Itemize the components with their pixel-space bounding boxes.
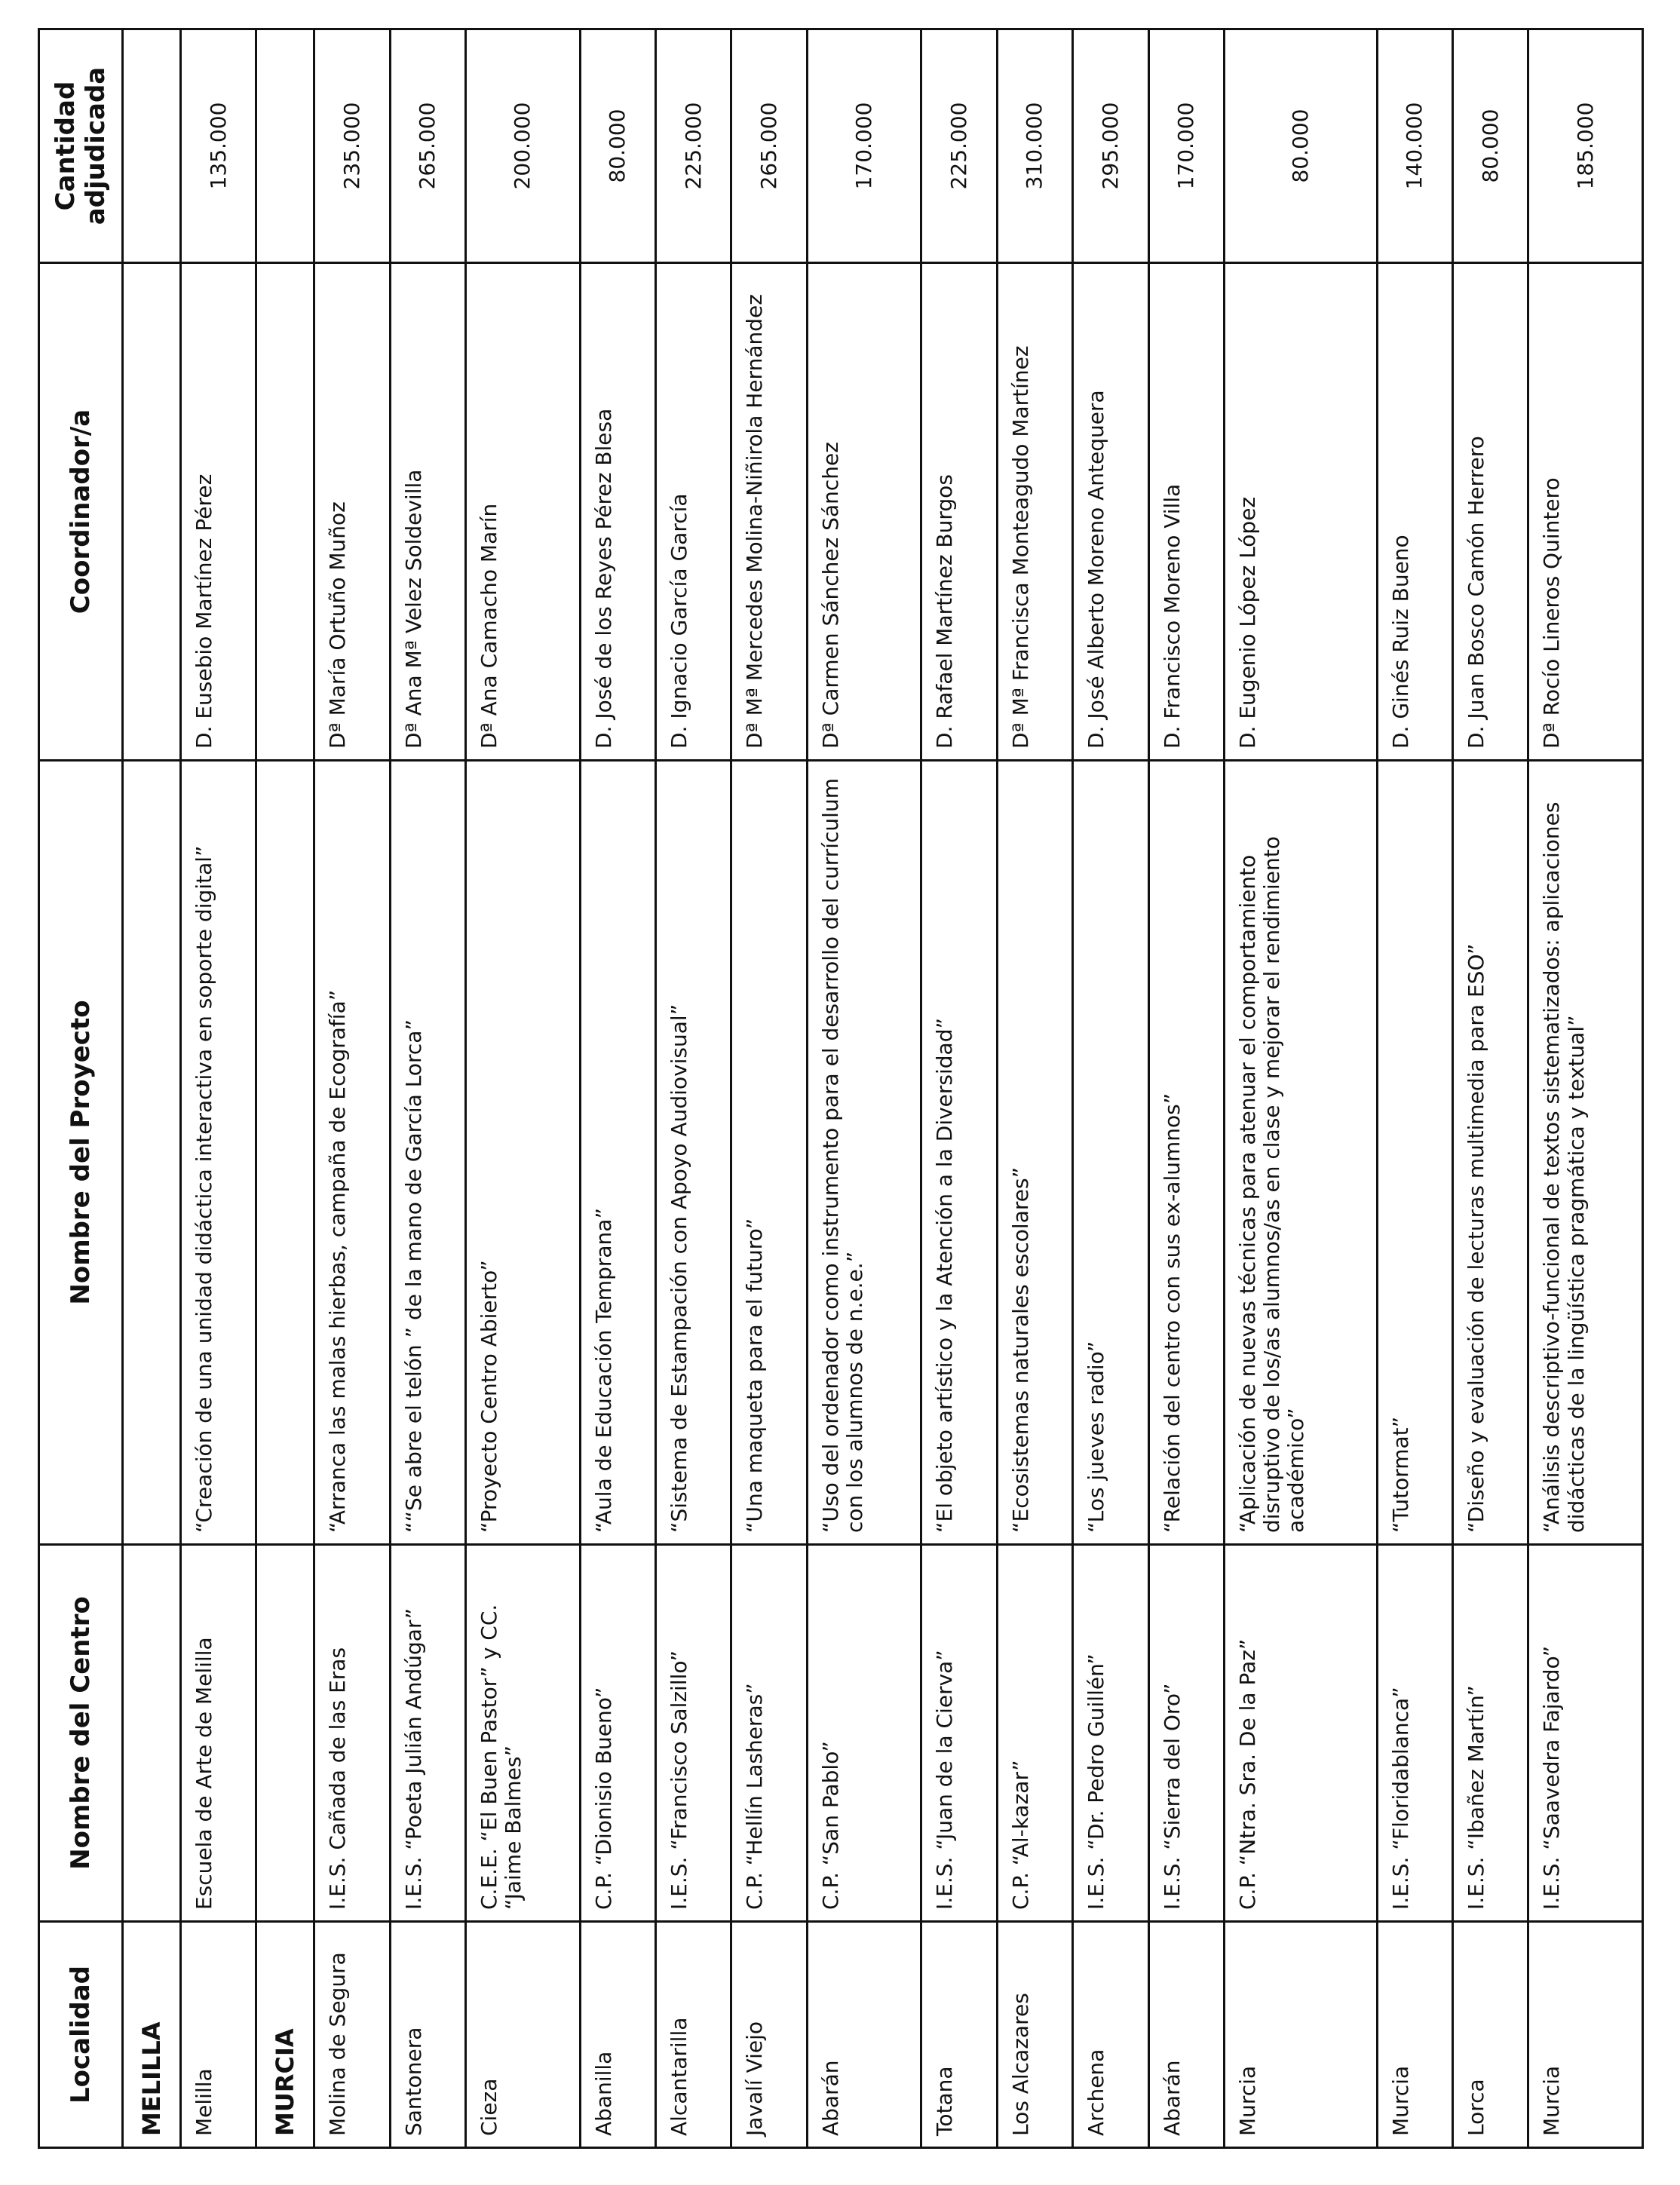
cell-proyecto: “Análisis descriptivo-funcional de textos sistematizados: aplicaciones didácticas de la lingüística pragmática y textual” (1528, 761, 1643, 1545)
cell-centro: C.P. “Dionisio Bueno” (580, 1545, 655, 1922)
cell-centro: I.E.S. “Ibañez Martín” (1453, 1545, 1528, 1922)
cell-coordinador: D. Eusebio Martínez Pérez (181, 263, 256, 761)
cell-coordinador: Dª Mª Francisca Monteagudo Martínez (997, 263, 1072, 761)
cell-coordinador: D. Ginés Ruiz Bueno (1377, 263, 1452, 761)
table-row (466, 29, 581, 2148)
region-row (256, 29, 314, 2148)
header-coordinador: Coordinador/a (39, 263, 123, 761)
cell-cantidad: 225.000 (921, 29, 997, 263)
cell-cantidad: 235.000 (314, 29, 390, 263)
cell-centro: I.E.S. “Floridablanca” (1377, 1545, 1452, 1922)
cell-localidad: Lorca (1453, 1922, 1528, 2148)
cell-proyecto: “Tutormat” (1377, 761, 1452, 1545)
cell-centro: Escuela de Arte de Melilla (181, 1545, 256, 1922)
cell-coordinador: Dª Carmen Sánchez Sánchez (807, 263, 921, 761)
cell-localidad: Santonera (390, 1922, 465, 2148)
cell-centro: I.E.S. “Poeta Julián Andúgar” (390, 1545, 465, 1922)
table-row (390, 29, 465, 2148)
cell-localidad: Archena (1073, 1922, 1148, 2148)
cell-localidad: Alcantarilla (656, 1922, 731, 2148)
cell-proyecto: “Aplicación de nuevas técnicas para atenuar el comportamiento disruptivo de los/as alumnos/as en clase y mejorar el rendimiento académico” (1224, 761, 1377, 1545)
cell-proyecto: “Uso del ordenador como instrumento para el desarrollo del currículum con los alumnos de n.e.e.” (807, 761, 921, 1545)
cell-proyecto: “Una maqueta para el futuro” (731, 761, 807, 1545)
table-body (123, 29, 1643, 2148)
cell-proyecto: “Arranca las malas hierbas, campaña de Ecografía” (314, 761, 390, 1545)
cell-centro: C.P. “Ntra. Sra. De la Paz” (1224, 1545, 1377, 1922)
cell-proyecto: “Creación de una unidad didáctica interactiva en soporte digital” (181, 761, 256, 1545)
cell-cantidad: 225.000 (656, 29, 731, 263)
table-row (1528, 29, 1643, 2148)
cell-centro: C.P. “Al-kazar” (997, 1545, 1072, 1922)
cell-cantidad: 170.000 (1148, 29, 1224, 263)
header-centro: Nombre del Centro (39, 1545, 123, 1922)
table-row (1224, 29, 1377, 2148)
table-row (1073, 29, 1148, 2148)
cell-proyecto: “Relación del centro con sus ex-alumnos” (1148, 761, 1224, 1545)
cell-cantidad: 265.000 (390, 29, 465, 263)
cell-proyecto: “Aula de Educación Temprana” (580, 761, 655, 1545)
cell-centro: I.E.S. “Sierra del Oro” (1148, 1545, 1224, 1922)
cell-proyecto: “Los jueves radio” (1073, 761, 1148, 1545)
awards-table (38, 28, 1644, 2149)
cell-cantidad: 80.000 (580, 29, 655, 263)
cell-coordinador: D. Eugenio López López (1224, 263, 1377, 761)
cell-coordinador: Dª Ana Mª Velez Soldevilla (390, 263, 465, 761)
cell-centro: I.E.S. “Saavedra Fajardo” (1528, 1545, 1643, 1922)
cell-centro: C.P. “Hellín Lasheras” (731, 1545, 807, 1922)
cell-coordinador: Dª María Ortuño Muñoz (314, 263, 390, 761)
cell-localidad: Abarán (1148, 1922, 1224, 2148)
cell-cantidad: 170.000 (807, 29, 921, 263)
cell-localidad: Abarán (807, 1922, 921, 2148)
document-page (38, 30, 1644, 2149)
header-proyecto: Nombre del Proyecto (39, 761, 123, 1545)
table-header-row (39, 29, 123, 2148)
header-localidad: Localidad (39, 1922, 123, 2148)
table-row (1377, 29, 1452, 2148)
table-row (731, 29, 807, 2148)
cell-proyecto: “Ecosistemas naturales escolares” (997, 761, 1072, 1545)
cell-proyecto: “Sistema de Estampación con Apoyo Audiovisual” (656, 761, 731, 1545)
cell-coordinador: D. Juan Bosco Camón Herrero (1453, 263, 1528, 761)
cell-localidad: Javalí Viejo (731, 1922, 807, 2148)
cell-coordinador: Dª Rocío Lineros Quintero (1528, 263, 1643, 761)
cell-centro: C.P. “San Pablo” (807, 1545, 921, 1922)
table-row (656, 29, 731, 2148)
table-row (1453, 29, 1528, 2148)
cell-centro: I.E.S. “Dr. Pedro Guillén” (1073, 1545, 1148, 1922)
cell-cantidad: 185.000 (1528, 29, 1643, 263)
cell-localidad: Murcia (1528, 1922, 1643, 2148)
header-cantidad: Cantidad adjudicada (39, 29, 123, 263)
cell-localidad: Los Alcazares (997, 1922, 1072, 2148)
cell-proyecto: ““Se abre el telón ” de la mano de García Lorca” (390, 761, 465, 1545)
cell-cantidad: 295.000 (1073, 29, 1148, 263)
cell-cantidad: 135.000 (181, 29, 256, 263)
region-label: MELILLA (123, 1922, 181, 2148)
table-row (1148, 29, 1224, 2148)
table-row (807, 29, 921, 2148)
cell-cantidad: 265.000 (731, 29, 807, 263)
cell-proyecto: “El objeto artístico y la Atención a la Diversidad” (921, 761, 997, 1545)
table-row (921, 29, 997, 2148)
cell-coordinador: D. Ignacio García García (656, 263, 731, 761)
cell-proyecto: “Diseño y evaluación de lecturas multimedia para ESO” (1453, 761, 1528, 1545)
table-row (314, 29, 390, 2148)
cell-coordinador: D. José Alberto Moreno Antequera (1073, 263, 1148, 761)
cell-localidad: Murcia (1377, 1922, 1452, 2148)
cell-centro: I.E.S. “Francisco Salzillo” (656, 1545, 731, 1922)
cell-localidad: Murcia (1224, 1922, 1377, 2148)
cell-localidad: Melilla (181, 1922, 256, 2148)
cell-cantidad: 80.000 (1224, 29, 1377, 263)
cell-localidad: Molina de Segura (314, 1922, 390, 2148)
cell-localidad: Abanilla (580, 1922, 655, 2148)
cell-cantidad: 310.000 (997, 29, 1072, 263)
cell-coordinador: D. Francisco Moreno Villa (1148, 263, 1224, 761)
cell-localidad: Totana (921, 1922, 997, 2148)
region-row (123, 29, 181, 2148)
cell-coordinador: Dª Ana Camacho Marín (466, 263, 581, 761)
cell-cantidad: 200.000 (466, 29, 581, 263)
cell-cantidad: 80.000 (1453, 29, 1528, 263)
cell-coordinador: D. Rafael Martínez Burgos (921, 263, 997, 761)
cell-coordinador: D. José de los Reyes Pérez Blesa (580, 263, 655, 761)
cell-cantidad: 140.000 (1377, 29, 1452, 263)
region-label: MURCIA (256, 1922, 314, 2148)
table-row (580, 29, 655, 2148)
table-row (997, 29, 1072, 2148)
cell-coordinador: Dª Mª Mercedes Molina-Niñirola Hernández (731, 263, 807, 761)
cell-centro: C.E.E. “El Buen Pastor” y CC. “Jaime Balmes” (466, 1545, 581, 1922)
cell-proyecto: “Proyecto Centro Abierto” (466, 761, 581, 1545)
table-row (181, 29, 256, 2148)
cell-centro: I.E.S. “Juan de la Cierva” (921, 1545, 997, 1922)
cell-centro: I.E.S. Cañada de las Eras (314, 1545, 390, 1922)
cell-localidad: Cieza (466, 1922, 581, 2148)
